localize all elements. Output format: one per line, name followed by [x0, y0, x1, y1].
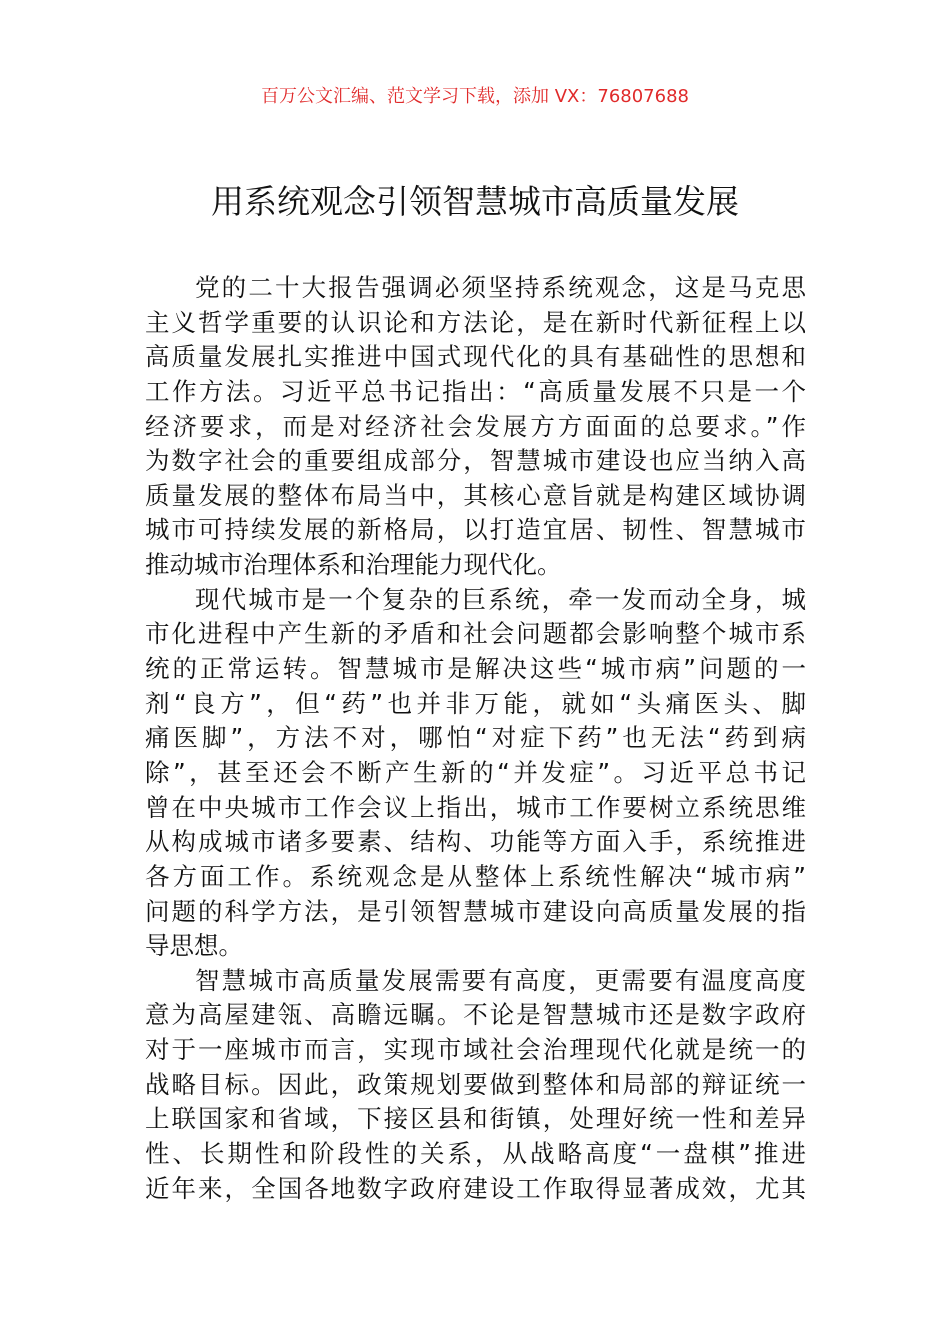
- text-line: 曾在中央城市工作会议上指出，城市工作要树立系统思维: [145, 792, 806, 822]
- text-line: 高质量发展扎实推进中国式现代化的具有基础性的思想和: [145, 342, 806, 372]
- paragraph: [145, 964, 806, 1206]
- text-line: 现代城市是一个复杂的巨系统，牵一发而动全身，城: [195, 584, 806, 614]
- text-line: 为数字社会的重要组成部分，智慧城市建设也应当纳入高: [145, 446, 806, 476]
- text-line: 党的二十大报告强调必须坚持系统观念，这是马克思: [195, 273, 806, 302]
- text-line: 除”，甚至还会不断产生新的“并发症”。习近平总书记: [145, 757, 806, 787]
- text-line: 上联国家和省域，下接区县和街镇，处理好统一性和差异: [145, 1104, 806, 1134]
- watermark-header: 百万公文汇编、范文学习下载，添加 VX：76807688: [261, 86, 689, 107]
- text-line: 对于一座城市而言，实现市域社会治理现代化就是统一的: [145, 1035, 806, 1065]
- text-line: 近年来，全国各地数字政府建设工作取得显著成效，尤其: [145, 1173, 806, 1203]
- text-line: 主义哲学重要的认识论和方法论，是在新时代新征程上以: [145, 307, 806, 337]
- text-line: 痛医脚”，方法不对，哪怕“对症下药”也无法“药到病: [145, 723, 806, 753]
- text-line: 战略目标。因此，政策规划要做到整体和局部的辩证统一: [145, 1069, 806, 1099]
- text-line: 经济要求，而是对经济社会发展方方面面的总要求。”作: [145, 411, 806, 441]
- text-line: 从构成城市诸多要素、结构、功能等方面入手，系统推进: [145, 827, 806, 857]
- text-line: 性、长期性和阶段性的关系，从战略高度“一盘棋”推进: [145, 1139, 806, 1169]
- document-body: [145, 271, 806, 1206]
- text-line: 导思想。: [145, 931, 243, 961]
- text-line: 智慧城市高质量发展需要有高度，更需要有温度高度: [195, 965, 806, 995]
- paragraph: [145, 271, 806, 583]
- text-line: 推动城市治理体系和治理能力现代化。: [145, 550, 562, 580]
- text-line: 城市可持续发展的新格局，以打造宜居、韧性、智慧城市: [145, 515, 806, 545]
- text-line: 剂“良方”，但“药”也并非万能，就如“头痛医头、脚: [145, 688, 806, 718]
- text-line: 统的正常运转。智慧城市是解决这些“城市病”问题的一: [145, 654, 806, 684]
- text-line: 问题的科学方法，是引领智慧城市建设向高质量发展的指: [145, 896, 806, 926]
- document-title: 用系统观念引领智慧城市高质量发展: [211, 182, 739, 221]
- text-line: 意为高屋建瓴、高瞻远瞩。不论是智慧城市还是数字政府: [145, 1000, 806, 1030]
- text-line: 市化进程中产生新的矛盾和社会问题都会影响整个城市系: [145, 619, 806, 649]
- text-line: 工作方法。习近平总书记指出：“高质量发展不只是一个: [145, 376, 806, 406]
- paragraph: [145, 583, 806, 964]
- text-line: 各方面工作。系统观念是从整体上系统性解决“城市病”: [145, 861, 806, 891]
- text-line: 质量发展的整体布局当中，其核心意旨就是构建区域协调: [145, 480, 806, 510]
